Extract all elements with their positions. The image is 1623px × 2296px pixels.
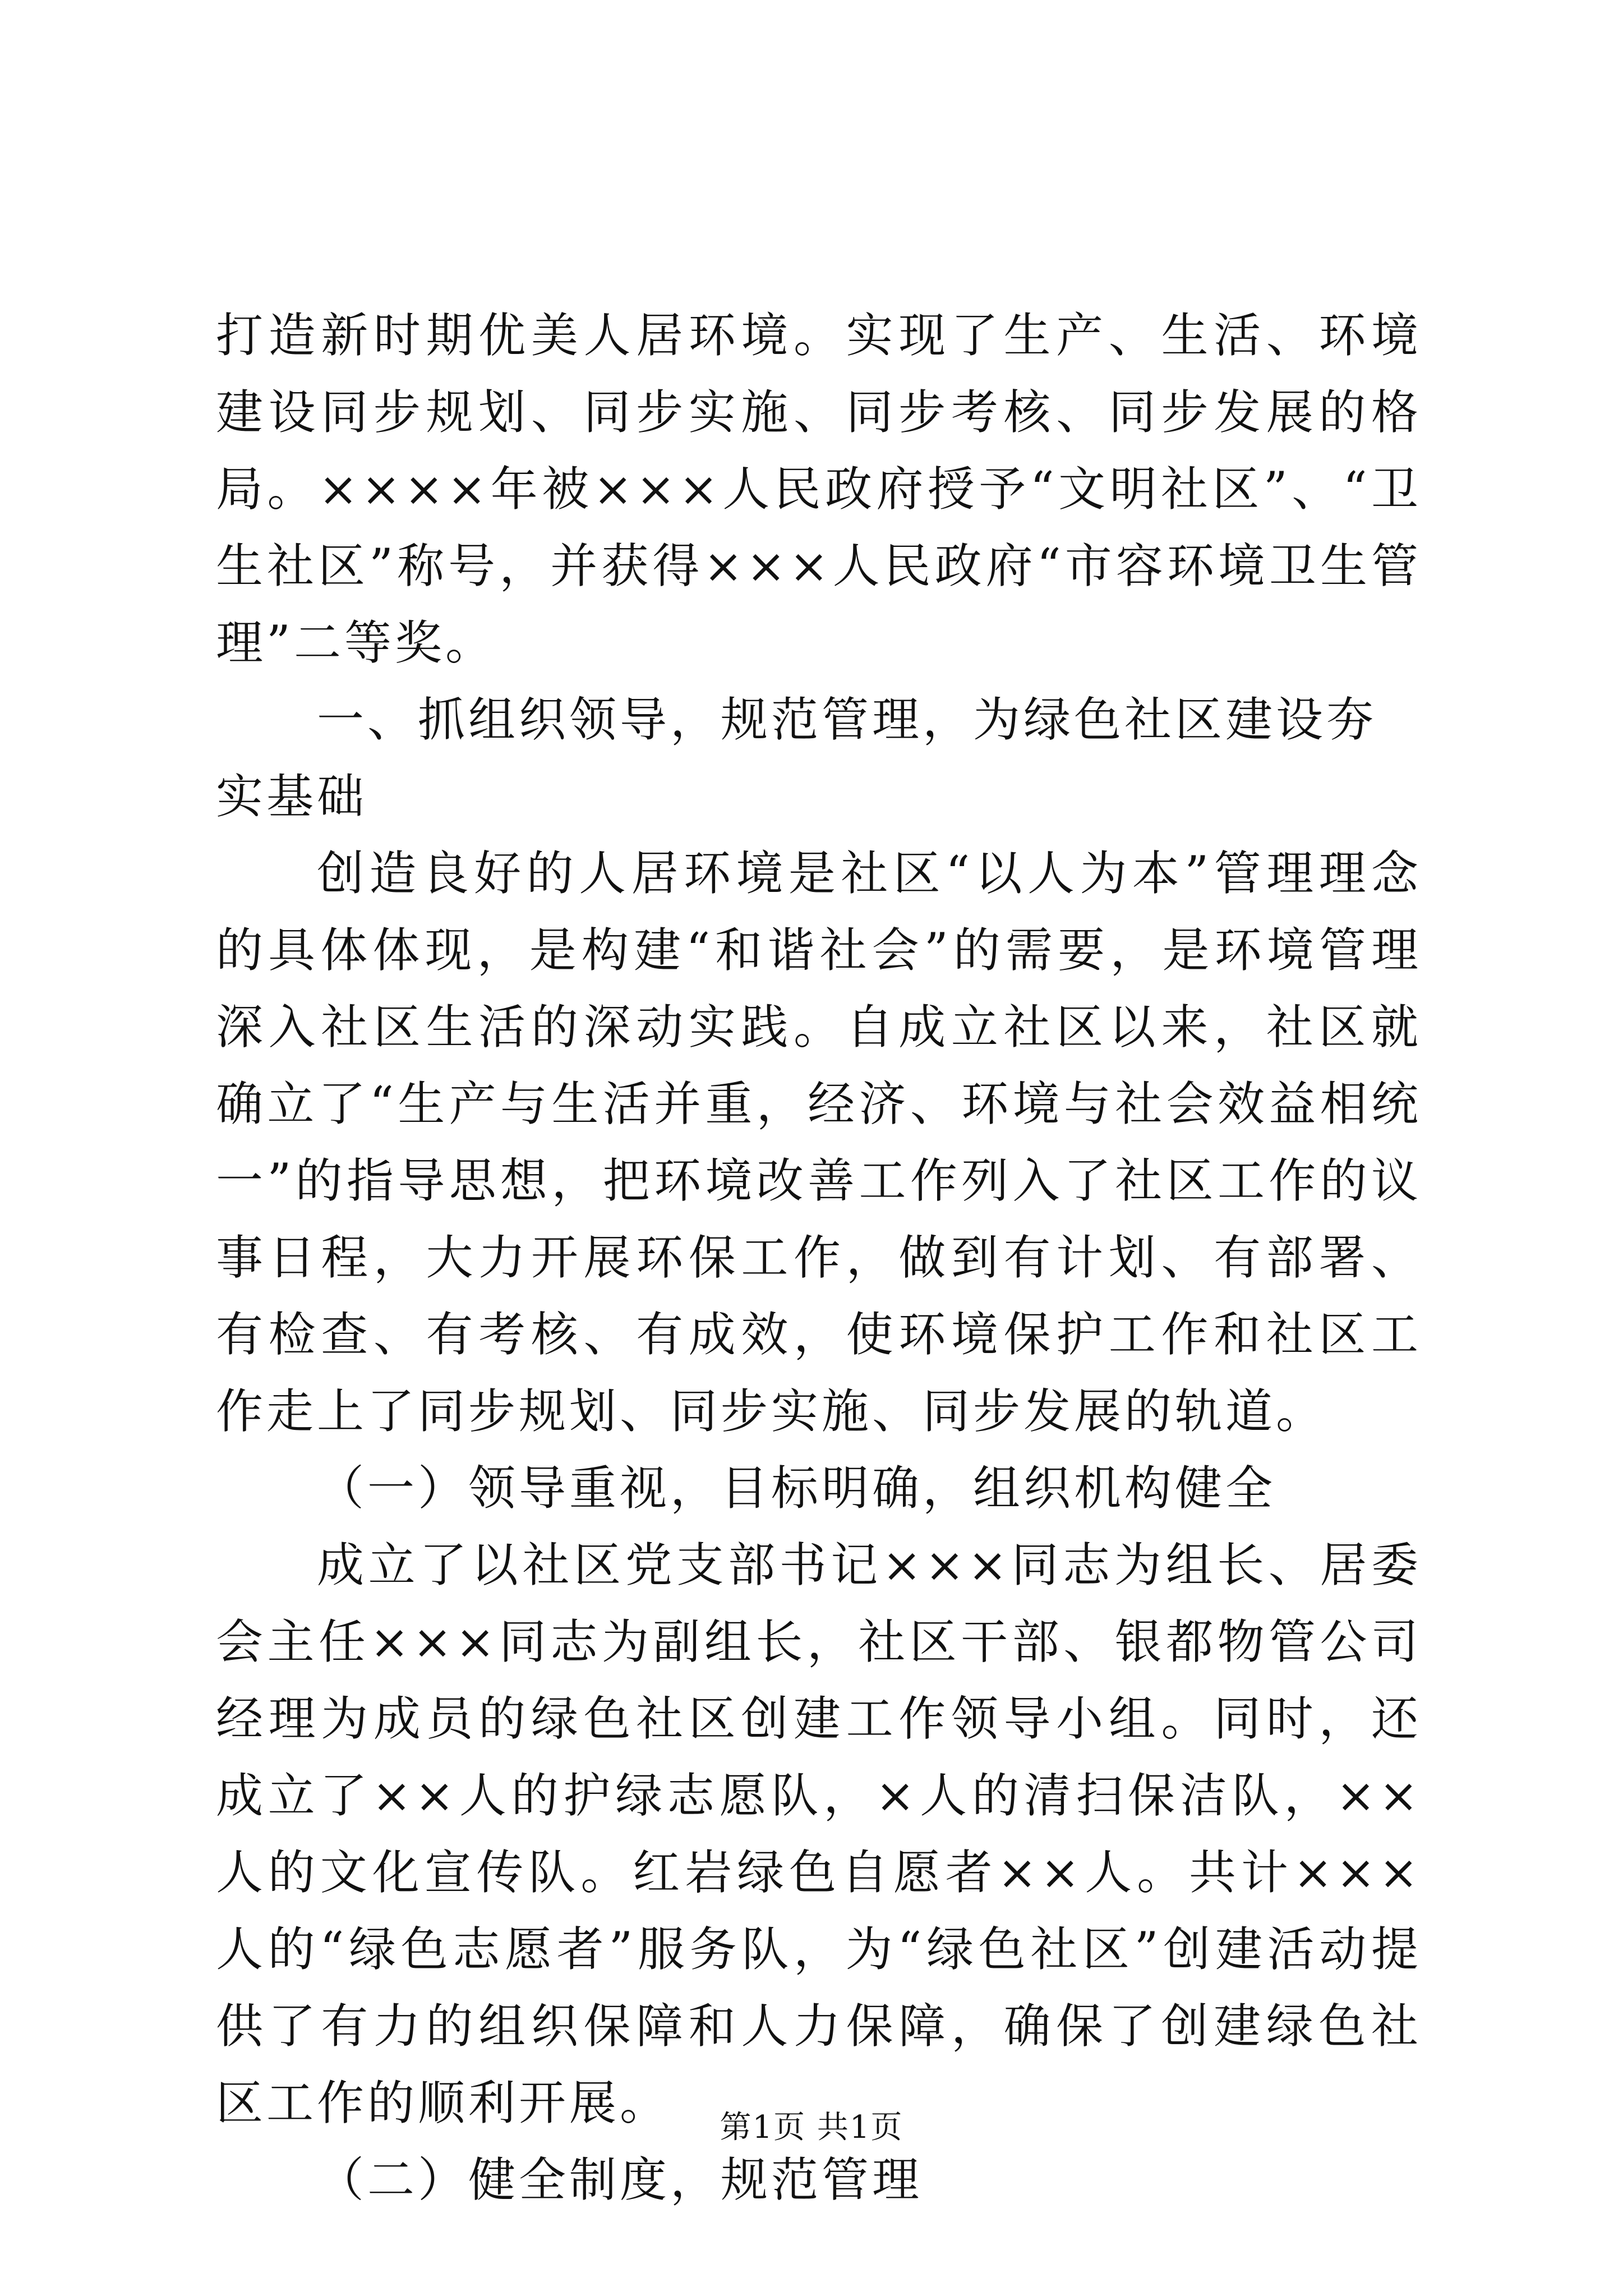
paragraph-intro-continued: 打造新时期优美人居环境。实现了生产、生活、环境建设同步规划、同步实施、同步考核、同步发展的格局。××××年被×××人民政府授予“文明社区”、“卫生社区”称号，并获得×××人民政府“市容环境卫生管理”二等奖。 <box>216 308 1422 670</box>
subsection-heading-2: （二）健全制度，规范管理 <box>317 2152 923 2207</box>
page-footer: 第1页 共1页 <box>720 2109 903 2146</box>
subsection-heading-1: （一）领导重视，目标明确，组织机构健全 <box>317 1461 1276 1516</box>
paragraph-subsection-1: 成立了以社区党支部书记×××同志为组长、居委会主任×××同志为副组长，社区干部、银都物管公司经理为成员的绿色社区创建工作领导小组。同时，还成立了××人的护绿志愿队，×人的清扫保洁队，××人的文化宣传队。红岩绿色自愿者××人。共计×××人的“绿色志愿者”服务队，为“绿色社区”创建活动提供了有力的组织保障和人力保障，确保了创建绿色社区工作的顺利开展。 <box>216 1538 1422 2131</box>
document-body <box>216 297 1422 2219</box>
paragraph-section-1: 创造良好的人居环境是社区“以人为本”管理理念的具体体现，是构建“和谐社会”的需要，是环境管理深入社区生活的深动实践。自成立社区以来，社区就确立了“生产与生活并重，经济、环境与社会效益相统一”的指导思想，把环境改善工作列入了社区工作的议事日程，大力开展环保工作，做到有计划、有部署、有检查、有考核、有成效，使环境保护工作和社区工作走上了同步规划、同步实施、同步发展的轨道。 <box>216 846 1422 1439</box>
section-heading-1: 一、抓组织领导，规范管理，为绿色社区建设夯实基础 <box>216 692 1377 824</box>
